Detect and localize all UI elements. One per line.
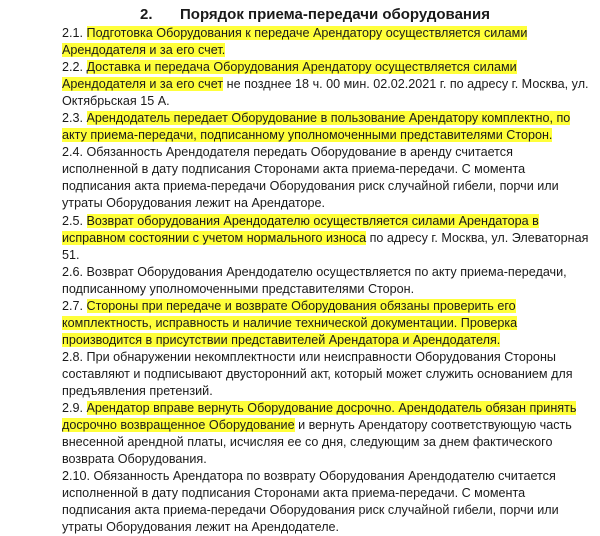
- clause-number: 2.8: [62, 349, 80, 364]
- clause-2-8: 2.8. При обнаружении некомплектности или неисправности Оборудования Стороны составляют и подписывают двусторонний акт, который может служить основанием для предъявления претензий.: [62, 349, 573, 398]
- clause-number: 2.2: [62, 60, 80, 75]
- highlighted-text: Стороны при передаче и возврате Оборудования обязаны проверить его комплектность, исправность и наличие технической документации. Проверка производится в присутствии представителей Арендатора и Арендодателя.: [62, 298, 518, 347]
- clause-number: 2.1: [62, 26, 80, 40]
- clause-number: 2.3: [62, 111, 80, 126]
- section-title: Порядок приема-передачи оборудования: [180, 6, 490, 23]
- clause-number: 2.5: [62, 213, 80, 228]
- clause-2-5: 2.5. Возврат оборудования Арендодателю осуществляется силами Арендатора в исправном состоянии с учетом нормального износа по адресу г. Москва, ул. Элеваторная 51.: [62, 213, 589, 262]
- clause-list: [62, 25, 590, 536]
- clause-text: Возврат Оборудования Арендодателю осуществляется по акту приема-передачи, подписанному уполномоченными представителями Сторон.: [62, 264, 567, 296]
- clause-text: по адресу г. Москва, ул. Элеваторная 51.: [62, 230, 589, 262]
- section-heading: [62, 5, 590, 24]
- clause-2-4: 2.4. Обязанность Арендодателя передать Оборудование в аренду считается исполненной в дату подписания Сторонами акта приема-передачи. С момента подписания акта приема-передачи Оборудования риск случайной гибели, порчи или утраты Оборудования лежит на Арендаторе.: [62, 145, 559, 211]
- clause-2-7: 2.7. Стороны при передаче и возврате Оборудования обязаны проверить его комплектность, исправность и наличие технической документации. Проверка производится в присутствии представителей Арендатора и Арендодателя.: [62, 298, 518, 347]
- clause-2-1: 2.1. Подготовка Оборудования к передаче Арендатору осуществляется силами Арендодателя и за его счет.: [62, 26, 528, 58]
- clause-text: Обязанность Арендодателя передать Оборудование в аренду считается исполненной в дату подписания Сторонами акта приема-передачи. С момента подписания акта приема-передачи Оборудования риск случайной гибели, порчи или утраты Оборудования лежит на Арендаторе.: [62, 145, 559, 211]
- highlighted-text: Возврат оборудования Арендодателю осуществляется силами Арендатора в исправном состоянии с учетом нормального износа: [62, 213, 539, 245]
- clause-number: 2.7: [62, 298, 80, 313]
- clause-2-2: 2.2. Доставка и передача Оборудования Арендатору осуществляется силами Арендодателя и за его счет не позднее 18 ч. 00 мин. 02.02.2021 г. по адресу г. Москва, ул. Октябрьская 15 А.: [62, 60, 589, 109]
- clause-text: не позднее 18 ч. 00 мин. 02.02.2021 г. по адресу г. Москва, ул. Октябрьская 15 А.: [62, 77, 589, 109]
- clause-text: Обязанность Арендатора по возврату Оборудования Арендодателю считается исполненной в дату подписания Сторонами акта приема-передачи. С момента подписания акта приема-передачи Оборудования риск случайной гибели, порчи или утраты Оборудования лежит на Арендодателе.: [62, 469, 559, 535]
- highlighted-text: Арендатор вправе вернуть Оборудование досрочно. Арендодатель обязан принять досрочно возвращенное Оборудование: [62, 401, 577, 433]
- clause-number: 2.9: [62, 401, 80, 416]
- clause-number: 2.4: [62, 145, 80, 160]
- highlighted-text: Доставка и передача Оборудования Арендатору осуществляется силами Арендодателя и за его счет: [62, 60, 517, 92]
- clause-2-6: 2.6. Возврат Оборудования Арендодателю осуществляется по акту приема-передачи, подписанному уполномоченными представителями Сторон.: [62, 264, 567, 296]
- clause-number: 2.6: [62, 264, 80, 279]
- clause-2-10: 2.10. Обязанность Арендатора по возврату Оборудования Арендодателю считается исполненной в дату подписания Сторонами акта приема-передачи. С момента подписания акта приема-передачи Оборудования риск случайной гибели, порчи или утраты Оборудования лежит на Арендодателе.: [62, 469, 559, 535]
- section-number: 2.: [140, 6, 153, 23]
- clause-number: 2.10: [62, 469, 87, 484]
- clause-text: и вернуть Арендатору соответствующую часть внесенной арендной платы, исчисляя ее со дня, следующим за днем фактического возврата Оборудования.: [62, 418, 572, 467]
- clause-text: При обнаружении некомплектности или неисправности Оборудования Стороны составляют и подписывают двусторонний акт, который может служить основанием для предъявления претензий.: [62, 349, 573, 398]
- clause-2-3: 2.3. Арендодатель передает Оборудование в пользование Арендатору комплектно, по акту приема-передачи, подписанному уполномоченными представителями Сторон.: [62, 111, 571, 143]
- clause-2-9: 2.9. Арендатор вправе вернуть Оборудование досрочно. Арендодатель обязан принять досрочно возвращенное Оборудование и вернуть Арендатору соответствующую часть внесенной арендной платы, исчисляя ее со дня, следующим за днем фактического возврата Оборудования.: [62, 401, 577, 467]
- highlighted-text: Арендодатель передает Оборудование в пользование Арендатору комплектно, по акту приема-передачи, подписанному уполномоченными представителями Сторон.: [62, 111, 571, 143]
- highlighted-text: Подготовка Оборудования к передаче Арендатору осуществляется силами Арендодателя и за его счет.: [62, 26, 528, 58]
